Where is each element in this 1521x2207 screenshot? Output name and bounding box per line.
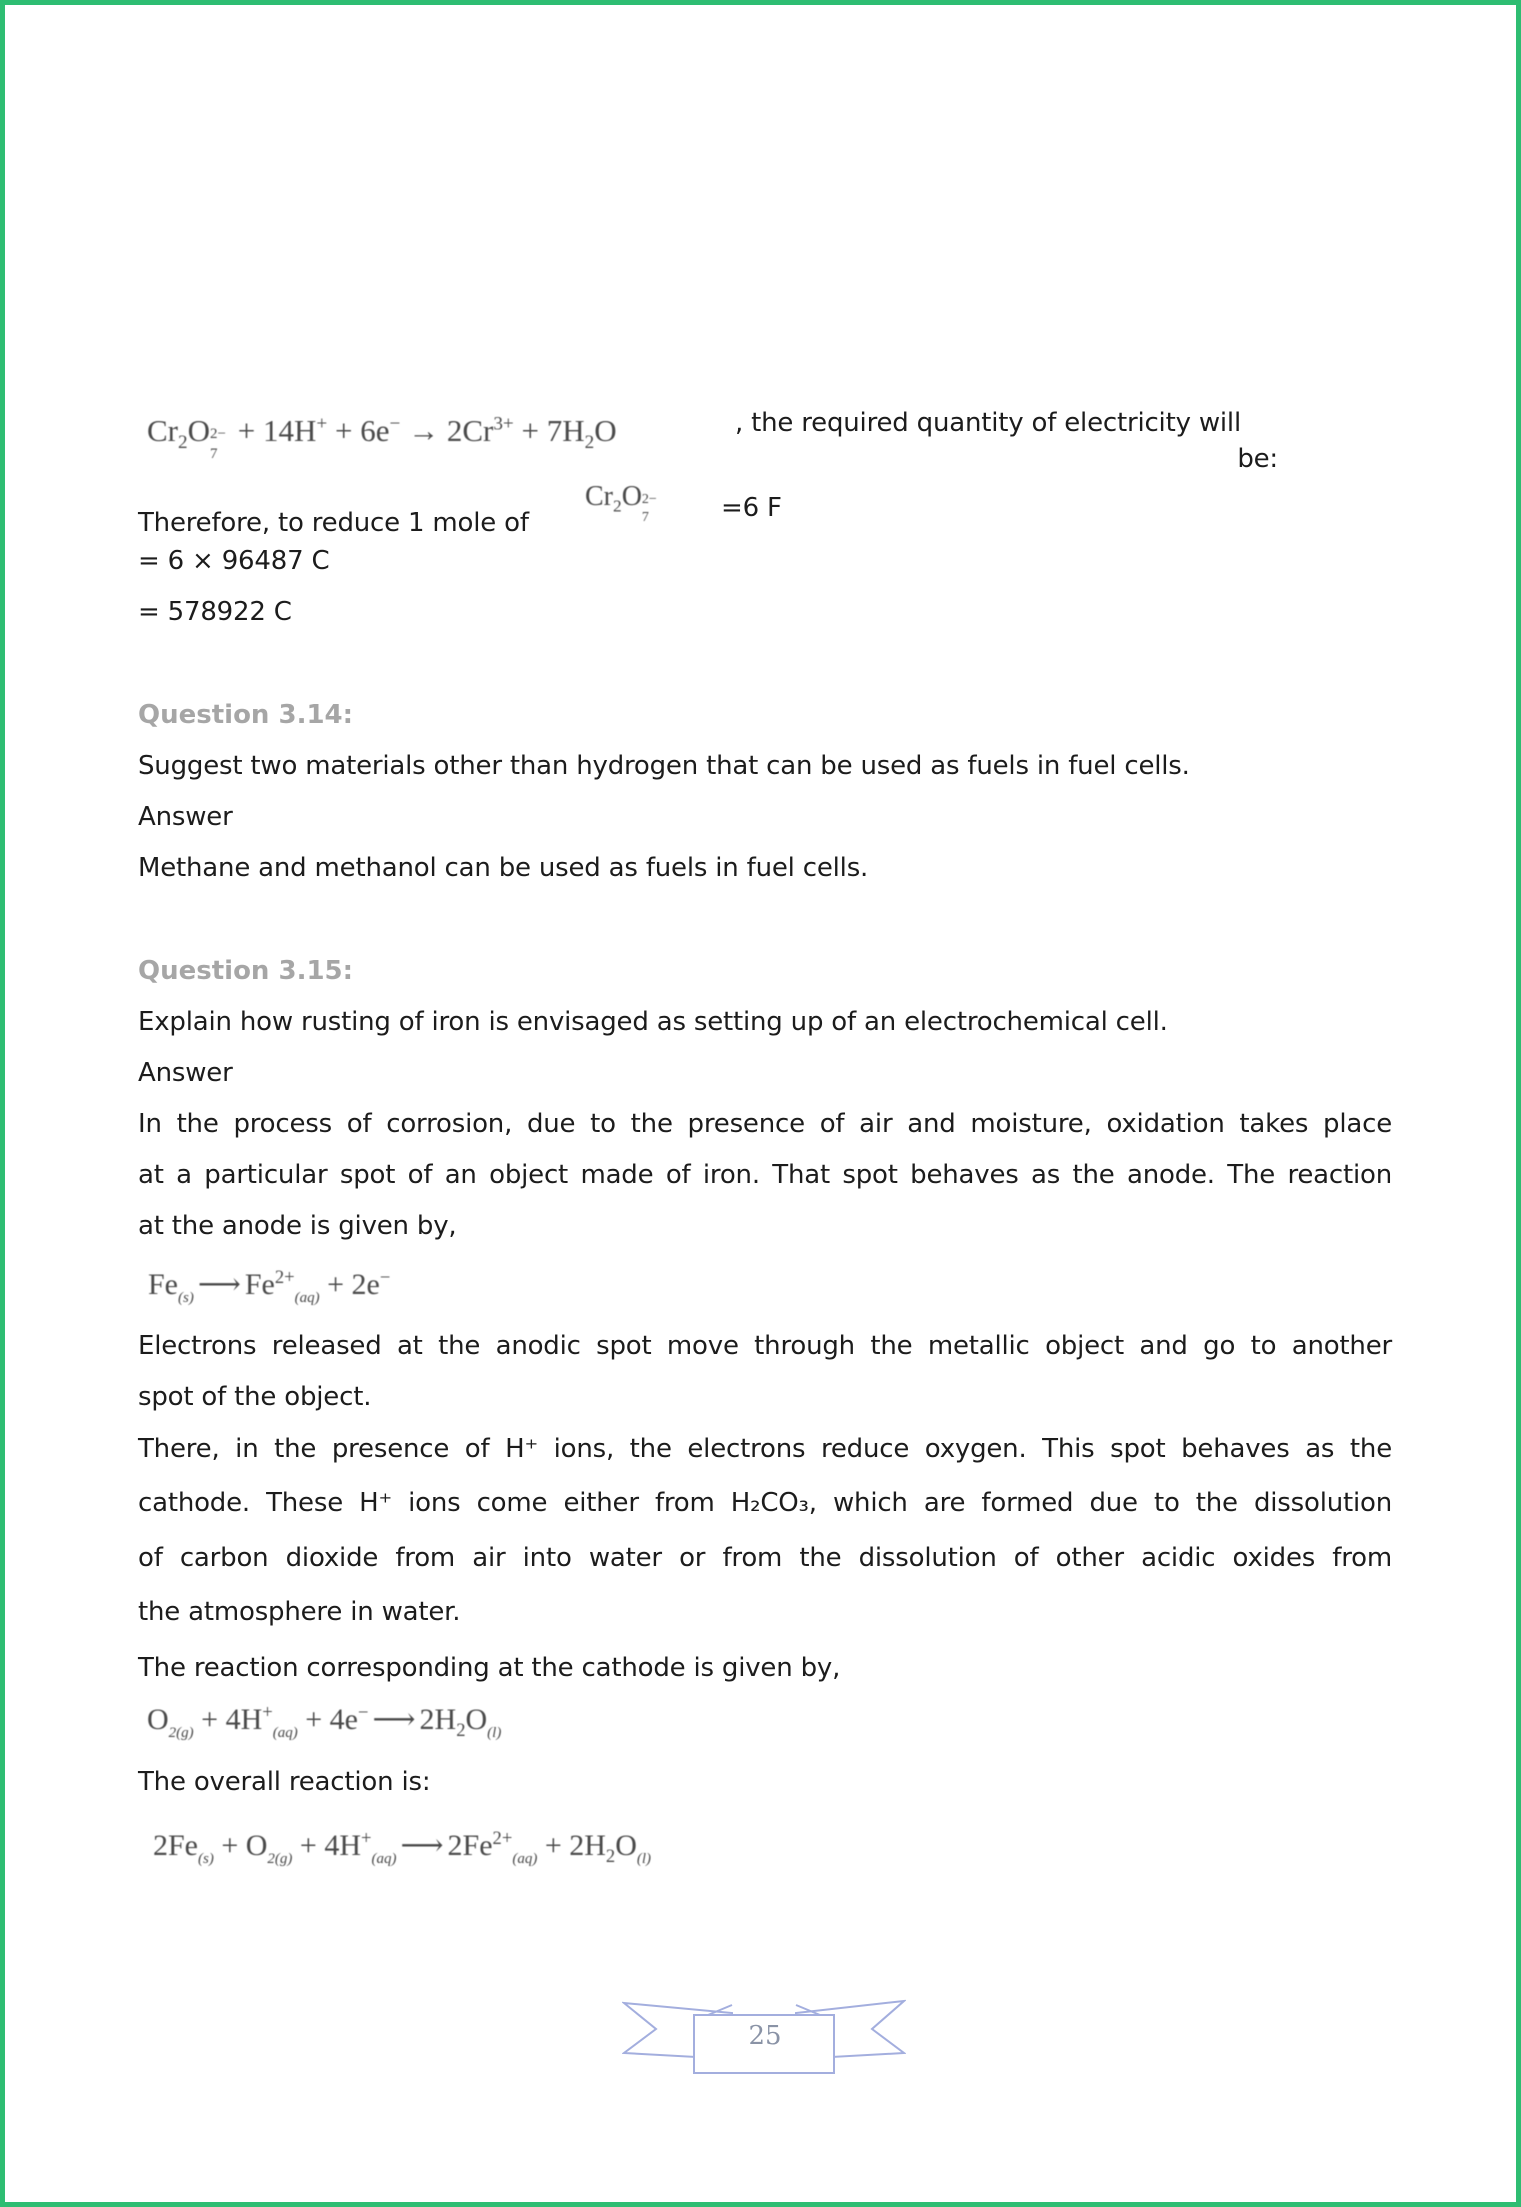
answer-text-3-14: Methane and methanol can be used as fuels in fuel cells. <box>138 853 869 883</box>
page-number: 25 <box>748 2021 782 2051</box>
question-text-3-14: Suggest two materials other than hydrogen that can be used as fuels in fuel cells. <box>138 751 1190 781</box>
answer-para2-line1: Electrons released at the anodic spot move through the metallic object and go to another <box>138 1331 1392 1361</box>
answer-para3-line2: cathode. These H⁺ ions come either from H₂CO₃, which are formed due to the dissolution <box>138 1488 1392 1518</box>
intro-line-1: , the required quantity of electricity will <box>735 408 1241 438</box>
answer-para1-line2: at a particular spot of an object made of iron. That spot behaves as the anode. The reaction <box>138 1160 1392 1190</box>
answer-para2-line2: spot of the object. <box>138 1382 372 1412</box>
dichromate-equation: $Cr_2O$ 2− 7 + $14H^+ + 6e^- \to 2Cr^{3+} + 7H_2O$ <box>147 413 617 462</box>
intro-line-1-continued: be: <box>1237 444 1278 474</box>
cathode-intro: The reaction corresponding at the cathode is given by, <box>138 1653 841 1683</box>
cathode-equation: $O_{2(g)} + 4H^+_{(aq)} + 4e^-$ ⟶ $2H_2O_{(l)}$ <box>147 1702 502 1742</box>
question-heading-3-15: Question 3.15: <box>138 956 354 986</box>
intro-line-4: = 578922 C <box>138 597 292 627</box>
question-heading-3-14: Question 3.14: <box>138 700 354 730</box>
intro-line-3: = 6 × 96487 C <box>138 546 330 576</box>
answer-para1-line3: at the anode is given by, <box>138 1211 457 1241</box>
intro-line-2: Therefore, to reduce 1 mole of <box>138 508 529 538</box>
dichromate-species: $Cr_2O$ 2− 7 <box>585 481 657 525</box>
answer-para3-line4: the atmosphere in water. <box>138 1597 461 1627</box>
overall-equation: $2Fe_{(s)} + O_{2(g)} + 4H^+_{(aq)}$ ⟶ $2Fe^{2+}_{(aq)} + 2H_2O_{(l)}$ <box>153 1828 652 1868</box>
answer-para3-line1: There, in the presence of H⁺ ions, the electrons reduce oxygen. This spot behaves as the <box>138 1434 1392 1464</box>
question-text-3-15: Explain how rusting of iron is envisaged as setting up of an electrochemical cell. <box>138 1007 1168 1037</box>
answer-para3-line3: of carbon dioxide from air into water or from the dissolution of other acidic oxides from <box>138 1543 1392 1573</box>
answer-label-3-14: Answer <box>138 802 233 832</box>
anode-equation: $Fe_{(s)}$ ⟶ $Fe^{2+}_{(aq)} + 2e^-$ <box>148 1267 391 1307</box>
answer-label-3-15: Answer <box>138 1058 233 1088</box>
intro-result-faradays: =6 F <box>721 493 782 523</box>
answer-para1-line1: In the process of corrosion, due to the presence of air and moisture, oxidation takes place <box>138 1109 1392 1139</box>
overall-intro: The overall reaction is: <box>138 1767 431 1797</box>
